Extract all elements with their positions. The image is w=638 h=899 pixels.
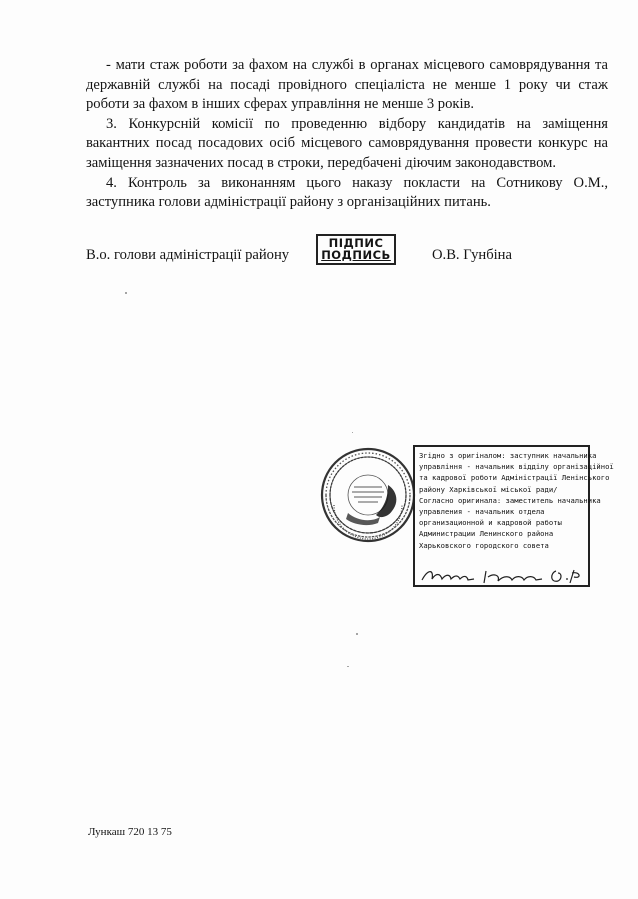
cert-line: Харьковского городского совета — [419, 540, 549, 550]
stamp-line-ua: ПІДПИС — [328, 236, 384, 250]
cert-line: Согласно оригинала: заместитель начальника — [419, 495, 601, 505]
cert-line: Згідно з оригіналом: заступник начальника — [419, 451, 597, 460]
paragraph-control: 4. Контроль за виконанням цього наказу покласти на Сотникову О.М., заступника голови адміністрації району з організаційних питань. — [86, 174, 608, 211]
document-body — [86, 56, 608, 213]
scan-speck — [125, 292, 127, 294]
paragraph-commission: 3. Конкурсній комісії по проведенню відбору кандидатів на заміщення вакантних посад посадових осіб місцевого самоврядування провести конкурс на заміщення зазначених посад в строки, передбачені діючим законодавством. — [86, 115, 608, 171]
footer-contact: Лункаш 720 13 75 — [88, 826, 172, 838]
signature-block — [86, 236, 606, 272]
stamp-line-ru: ПОДПИСЬ — [321, 248, 391, 262]
paragraph-requirement: - мати стаж роботи за фахом на службі в органах місцевого самоврядування та державній службі на посаді провідного спеціаліста не менше 1 року чи стаж роботи за фахом в інших сферах управління не менше 3 років. — [86, 57, 608, 113]
cert-line: организационной и кадровой работы — [419, 518, 562, 528]
signatory-name: О.В. Гунбіна — [432, 247, 512, 263]
cert-line: та кадрової роботи Адміністрації Ленінського — [419, 473, 610, 483]
seal-icon — [318, 445, 418, 545]
official-seal — [318, 445, 418, 545]
cert-line: району Харківської міської ради/ — [419, 484, 558, 494]
scan-speck — [352, 432, 353, 433]
cert-line: Администрации Ленинского района — [419, 529, 554, 539]
scan-speck — [347, 666, 349, 667]
signature-stamp — [316, 234, 396, 265]
certification-signature — [418, 565, 590, 587]
scan-speck — [356, 633, 358, 635]
signatory-title: В.о. голови адміністрації району — [86, 247, 290, 263]
cert-line: управления - начальник отдела — [419, 507, 545, 517]
cert-line: управління - начальник відділу організаційної — [419, 462, 614, 472]
